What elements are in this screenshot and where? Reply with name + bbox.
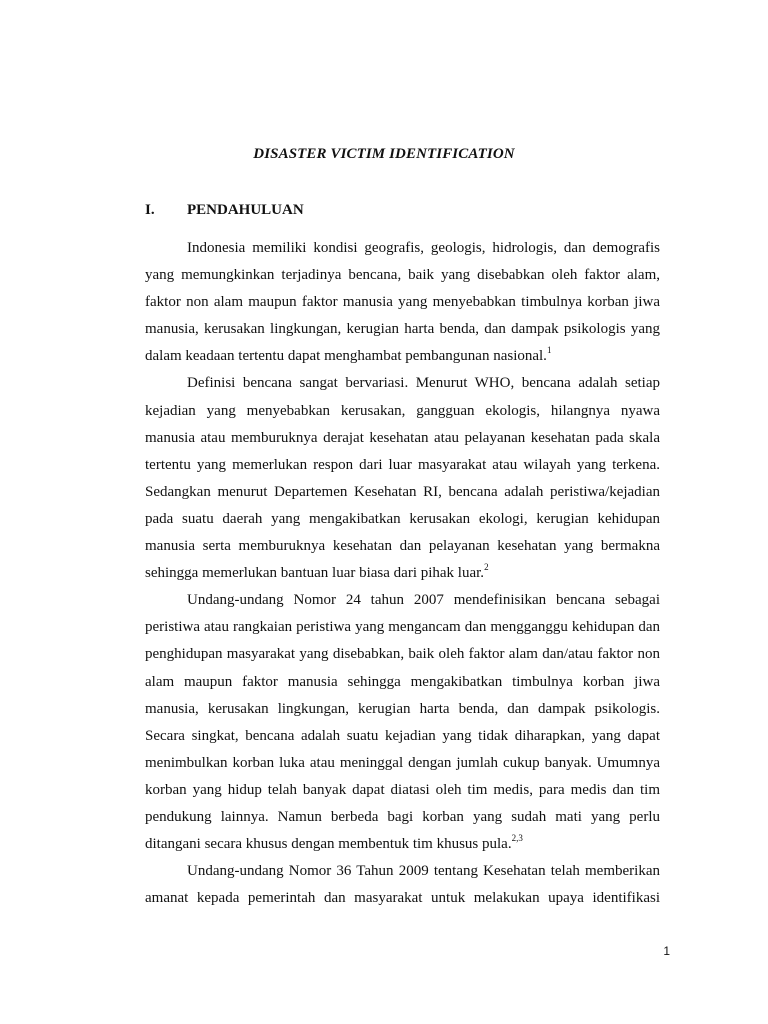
paragraph xyxy=(145,235,660,370)
paragraph xyxy=(145,858,660,912)
paragraph-text: Undang-undang Nomor 24 tahun 2007 mendefinisikan bencana sebagai peristiwa atau rangkaian peristiwa yang mengancam dan mengganggu kehidupan dan penghidupan masyarakat yang disebabkan, baik oleh faktor alam dan/atau faktor non alam maupun faktor manusia sehingga mengakibatkan timbulnya korban jiwa manusia, kerusakan lingkungan, kerugian harta benda, dan dampak psikologis. Secara singkat, bencana adalah suatu kejadian yang tidak diharapkan, yang dapat menimbulkan korban luka atau meninggal dengan jumlah cukup banyak. Umumnya korban yang hidup telah banyak dapat diatasi oleh tim medis, para medis dan tim pendukung lainnya. Namun berbeda bagi korban yang sudah mati yang perlu ditangani secara khusus dengan membentuk tim khusus pula. xyxy=(145,592,660,853)
paragraph-text: Definisi bencana sangat bervariasi. Menurut WHO, bencana adalah setiap kejadian yang menyebabkan kerusakan, gangguan ekologis, hilangnya nyawa manusia atau memburuknya derajat kesehatan atau pelayanan kesehatan pada skala tertentu yang memerlukan respon dari luar masyarakat atau wilayah yang terkena. Sedangkan menurut Departemen Kesehatan RI, bencana adalah peristiwa/kejadian pada suatu daerah yang mengakibatkan kerusakan ekologi, kerugian kehidupan manusia serta memburuknya kesehatan dan pelayanan kesehatan yang bermakna sehingga memerlukan bantuan luar biasa dari pihak luar. xyxy=(145,375,660,582)
paragraph-text: Indonesia memiliki kondisi geografis, geologis, hidrologis, dan demografis yang memungkinkan terjadinya bencana, baik yang disebabkan oleh faktor alam, faktor non alam maupun faktor manusia yang menyebabkan timbulnya korban jiwa manusia, kerusakan lingkungan, kerugian harta benda, dan dampak psikologis yang dalam keadaan tertentu dapat menghambat pembangunan nasional. xyxy=(145,240,660,365)
paragraph xyxy=(145,587,660,858)
body-text xyxy=(145,235,660,912)
page-number: 1 xyxy=(663,944,670,958)
paragraph xyxy=(145,370,660,587)
footnote-ref: 1 xyxy=(546,345,552,356)
paragraph-text: Undang-undang Nomor 36 Tahun 2009 tentang Kesehatan telah memberikan amanat kepada pemerintah dan masyarakat untuk melakukan upaya identifikasi xyxy=(145,863,660,907)
section-number: I. xyxy=(145,202,155,218)
footnote-ref: 2,3 xyxy=(511,833,523,844)
footnote-ref: 2 xyxy=(484,562,489,573)
document-title: DISASTER VICTIM IDENTIFICATION xyxy=(253,146,515,162)
section-label: PENDAHULUAN xyxy=(187,202,304,218)
